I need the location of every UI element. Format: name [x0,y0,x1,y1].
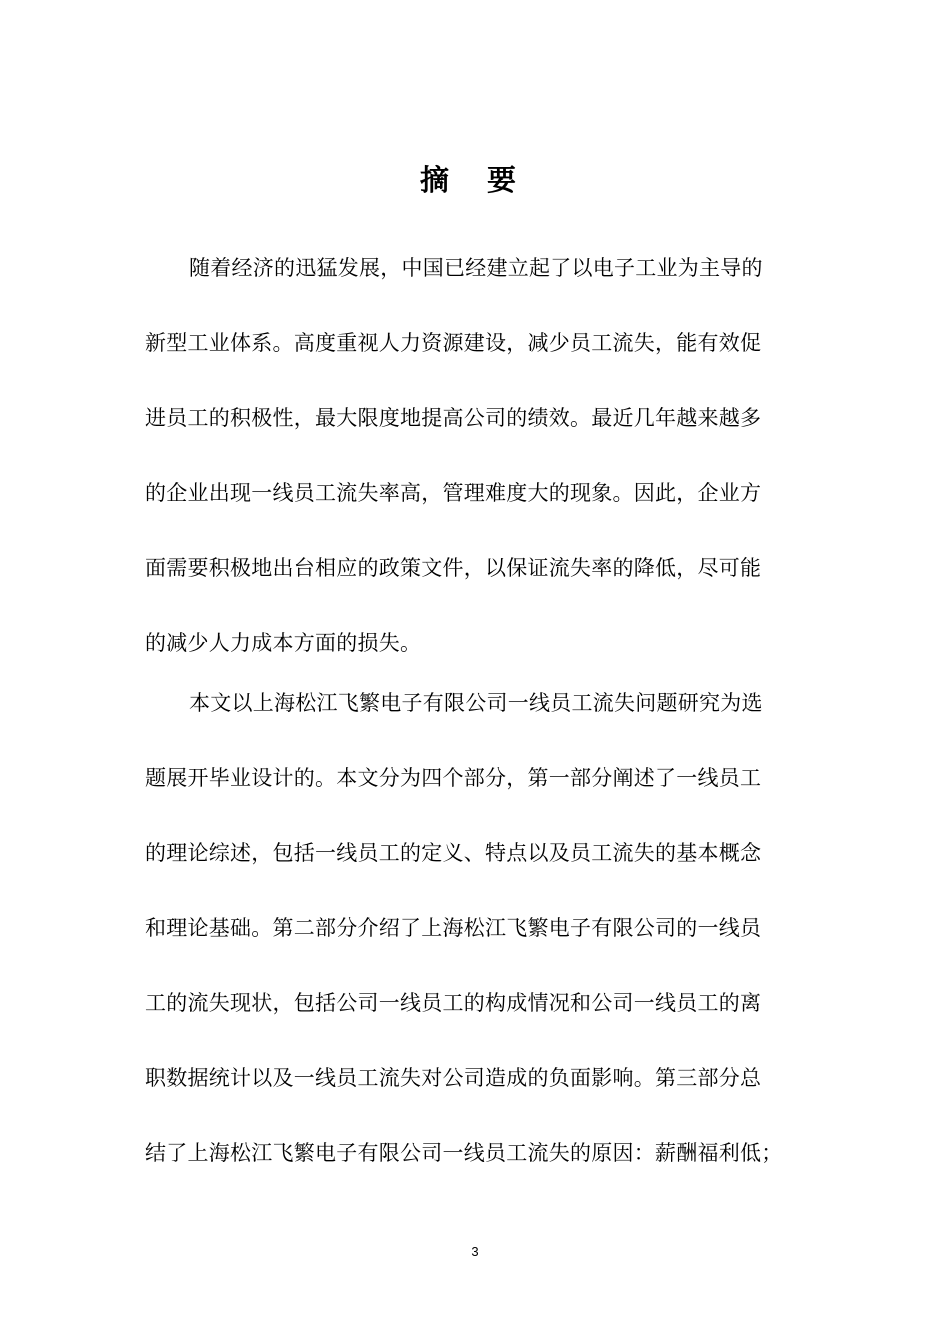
paragraph-2-line-3: 的理论综述，包括一线员工的定义、特点以及员工流失的基本概念 [145,841,762,865]
paragraph-1-line-1: 随着经济的迅猛发展，中国已经建立起了以电子工业为主导的 [189,256,763,280]
abstract-title: 摘 要 [419,163,531,197]
paragraph-1-line-2: 新型工业体系。高度重视人力资源建设，减少员工流失，能有效促 [145,331,762,355]
paragraph-1-line-5: 面需要积极地出台相应的政策文件，以保证流失率的降低，尽可能 [145,556,762,580]
paragraph-2-line-5: 工的流失现状，包括公司一线员工的构成情况和公司一线员工的离 [145,991,762,1015]
paragraph-1-line-4: 的企业出现一线员工流失率高，管理难度大的现象。因此，企业方 [145,481,762,505]
paragraph-2-line-7: 结了上海松江飞繁电子有限公司一线员工流失的原因：薪酬福利低； [145,1141,783,1165]
paragraph-1-line-3: 进员工的积极性，最大限度地提高公司的绩效。最近几年越来越多 [145,406,762,430]
paragraph-2-line-6: 职数据统计以及一线员工流失对公司造成的负面影响。第三部分总 [145,1066,762,1090]
paragraph-2-line-2: 题展开毕业设计的。本文分为四个部分，第一部分阐述了一线员工 [145,766,762,790]
page-number: 3 [471,1244,479,1259]
paragraph-1-line-6: 的减少人力成本方面的损失。 [145,631,422,655]
paragraph-2-line-4: 和理论基础。第二部分介绍了上海松江飞繁电子有限公司的一线员 [145,916,762,940]
paragraph-2-line-1: 本文以上海松江飞繁电子有限公司一线员工流失问题研究为选 [189,691,763,715]
